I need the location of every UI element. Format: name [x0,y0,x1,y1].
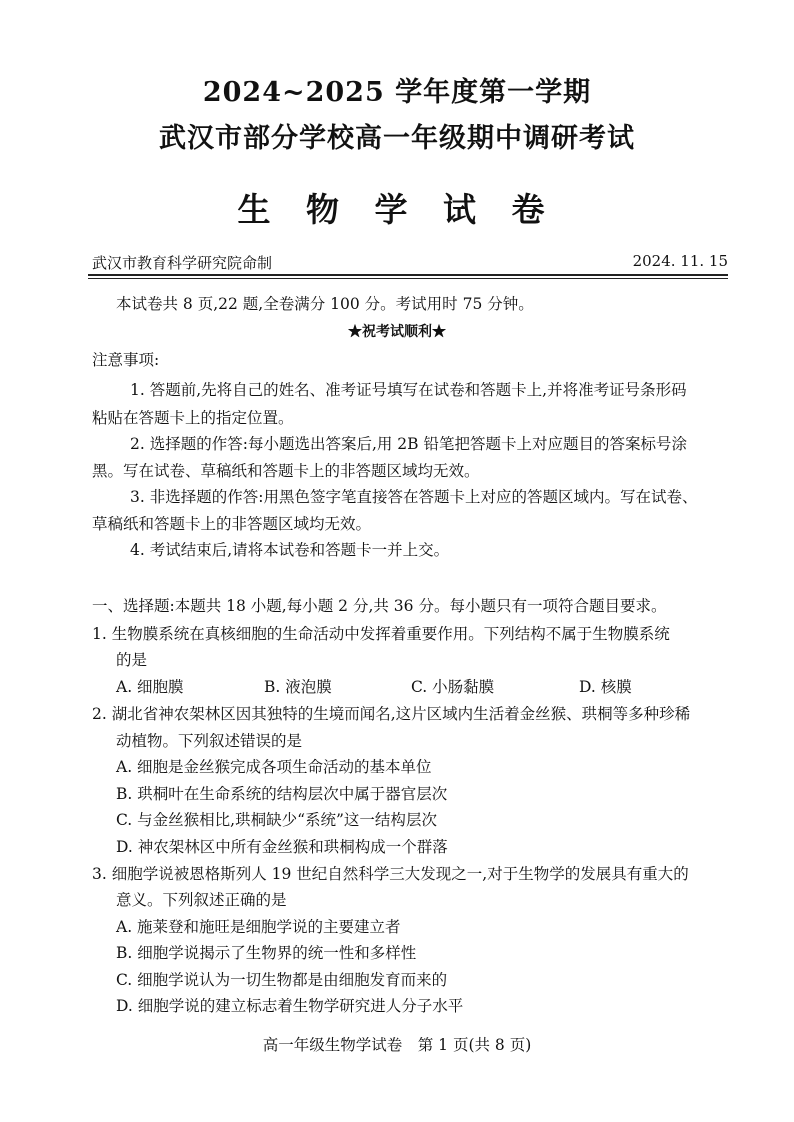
question-stem: 3. 细胞学说被恩格斯列人 19 世纪自然科学三大发现之一,对于生物学的发展具有重大的 [92,865,689,883]
answer-option: C. 细胞学说认为一切生物都是由细胞发育而来的 [116,971,448,989]
note-line: 黑。写在试卷、草稿纸和答题卡上的非答题区域均无效。 [92,462,480,480]
page-footer: 高一年级生物学试卷 第 1 页(共 8 页) [262,1036,532,1054]
answer-option: B. 液泡膜 [264,678,332,696]
exam-summary: 本试卷共 8 页,22 题,全卷满分 100 分。考试用时 75 分钟。 [116,295,534,313]
note-line: 草稿纸和答题卡上的非答题区域均无效。 [92,515,372,533]
answer-option: D. 核膜 [579,678,632,696]
question-stem: 1. 生物膜系统在真核细胞的生命活动中发挥着重要作用。下列结构不属于生物膜系统 [92,625,670,643]
answer-option: A. 施莱登和施旺是细胞学说的主要建立者 [116,918,401,936]
note-line: 4. 考试结束后,请将本试卷和答题卡一并上交。 [130,541,450,559]
subject-title: 生 物 学 试 卷 [237,190,557,229]
question-stem: 动植物。下列叙述错误的是 [116,732,303,750]
issuer-label: 武汉市教育科学研究院命制 [92,254,273,272]
question-stem: 2. 湖北省神农架林区因其独特的生境而闻名,这片区域内生活着金丝猴、珙桐等多种珍稀 [92,705,691,723]
question-stem: 意义。下列叙述正确的是 [116,891,287,909]
question-stem: 的是 [116,651,148,669]
notes-title: 注意事项: [92,351,160,369]
section-heading: 一、选择题:本题共 18 小题,每小题 2 分,共 36 分。每小题只有一项符合题目要求。 [92,597,667,615]
answer-option: D. 神农架林区中所有金丝猴和珙桐构成一个群落 [116,838,448,856]
answer-option: B. 细胞学说揭示了生物界的统一性和多样性 [116,944,417,962]
good-luck-text: ★祝考试顺利★ [348,324,446,340]
note-line: 3. 非选择题的作答:用黑色签字笔直接答在答题卡上对应的答题区域内。写在试卷、 [130,488,698,506]
header-divider-thick [88,274,728,276]
note-line: 1. 答题前,先将自己的姓名、准考证号填写在试卷和答题卡上,并将准考证号条形码 [130,381,687,399]
exam-term-title: 2024~2025 学年度第一学期 [202,77,592,108]
answer-option: C. 与金丝猴相比,珙桐缺少“系统”这一结构层次 [116,811,437,829]
answer-option: C. 小肠黏膜 [411,678,495,696]
answer-option: B. 珙桐叶在生命系统的结构层次中属于器官层次 [116,785,448,803]
exam-date: 2024. 11. 15 [632,252,728,270]
answer-option: D. 细胞学说的建立标志着生物学研究进人分子水平 [116,997,464,1015]
exam-name-title: 武汉市部分学校高一年级期中调研考试 [159,123,635,154]
answer-option: A. 细胞是金丝猴完成各项生命活动的基本单位 [116,758,432,776]
header-divider-thin [88,278,728,279]
answer-option: A. 细胞膜 [116,678,184,696]
note-line: 粘贴在答题卡上的指定位置。 [92,409,294,427]
note-line: 2. 选择题的作答:每小题选出答案后,用 2B 铅笔把答题卡上对应题目的答案标号涂 [130,435,687,453]
